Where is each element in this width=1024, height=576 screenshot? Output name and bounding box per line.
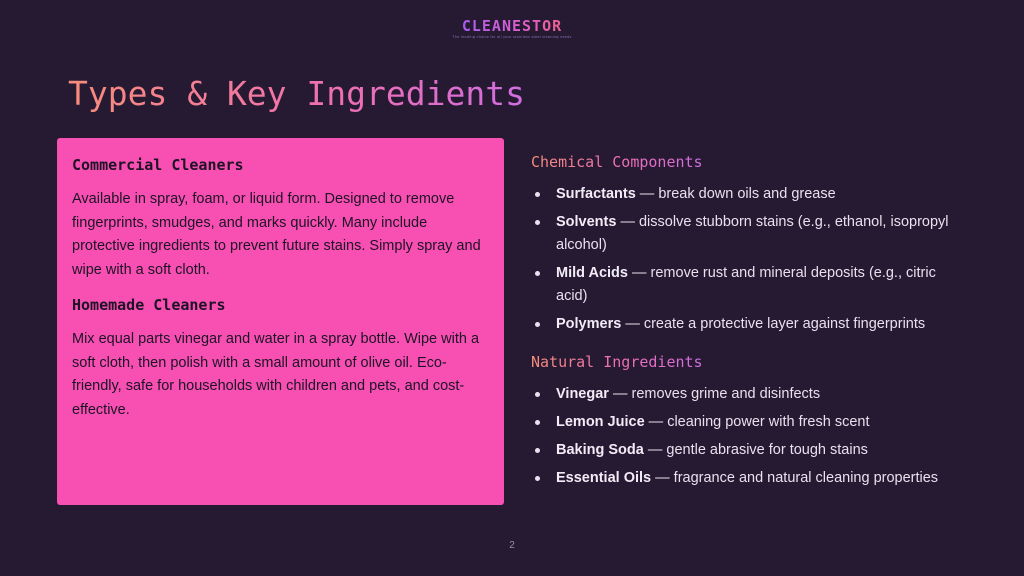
item-desc: — removes grime and disinfects xyxy=(608,386,821,402)
natural-list xyxy=(531,383,971,490)
item-term: Essential Oils xyxy=(556,470,652,486)
chemical-list xyxy=(531,183,971,336)
item-desc: — gentle abrasive for tough stains xyxy=(643,442,868,458)
item-term: Baking Soda xyxy=(556,442,644,458)
commercial-heading: Commercial Cleaners xyxy=(72,156,244,174)
item-desc: — remove rust and mineral deposits (e.g., citric acid) xyxy=(556,265,936,304)
cleaner-types-card xyxy=(57,138,504,505)
item-desc: — create a protective layer against fingerprints xyxy=(621,316,926,332)
item-desc: — break down oils and grease xyxy=(635,186,836,202)
logo-text: CLEANESTOR xyxy=(461,17,563,35)
homemade-heading: Homemade Cleaners xyxy=(72,296,226,314)
brand-logo xyxy=(0,16,1024,39)
item-term: Surfactants xyxy=(556,186,636,202)
ingredients-panel xyxy=(531,152,971,506)
list-item xyxy=(531,467,971,490)
logo-tagline: The leading choice for all your stainless steel cleaning needs xyxy=(452,35,572,39)
chemical-heading: Chemical Components xyxy=(531,153,703,171)
item-term: Polymers xyxy=(556,316,622,332)
list-item xyxy=(531,262,971,308)
item-term: Mild Acids xyxy=(556,265,628,281)
list-item xyxy=(531,411,971,434)
item-desc: — cleaning power with fresh scent xyxy=(644,414,870,430)
list-item xyxy=(531,211,971,257)
list-item xyxy=(531,439,971,462)
commercial-body: Available in spray, foam, or liquid form. Designed to remove fingerprints, smudges, and marks quickly. Many include protective ingredients to prevent future stains. Simply spray and wipe with a soft cloth. xyxy=(72,191,481,278)
homemade-body: Mix equal parts vinegar and water in a spray bottle. Wipe with a soft cloth, then polish with a small amount of olive oil. Eco-friendly, safe for households with children and pets, and cost-effective. xyxy=(72,331,480,418)
item-term: Vinegar xyxy=(556,386,609,402)
slide-title: Types & Key Ingredients xyxy=(68,74,525,113)
list-item xyxy=(531,183,971,206)
item-desc: — dissolve stubborn stains (e.g., ethanol, isopropyl alcohol) xyxy=(556,214,949,253)
page-number: 2 xyxy=(509,540,515,551)
item-desc: — fragrance and natural cleaning properties xyxy=(651,470,939,486)
item-term: Lemon Juice xyxy=(556,414,645,430)
item-term: Solvents xyxy=(556,214,617,230)
list-item xyxy=(531,313,971,336)
natural-heading: Natural Ingredients xyxy=(531,353,703,371)
list-item xyxy=(531,383,971,406)
